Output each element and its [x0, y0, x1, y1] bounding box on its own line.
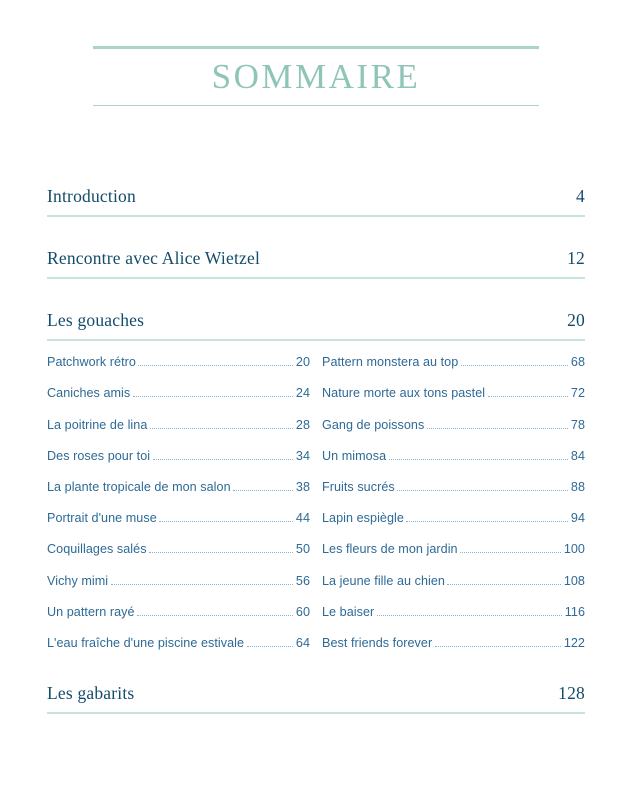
- entry-page-number: 68: [570, 355, 585, 370]
- entry-page-number: 116: [564, 604, 585, 619]
- list-item[interactable]: [47, 557, 310, 588]
- entry-page-number: 20: [295, 355, 310, 370]
- list-item[interactable]: [47, 464, 310, 495]
- leader-dots: [406, 520, 568, 522]
- section-label: Rencontre avec Alice Wietzel: [47, 248, 261, 268]
- leader-dots: [460, 551, 561, 553]
- leader-dots: [427, 427, 569, 429]
- leader-dots: [149, 551, 293, 553]
- entry-page-number: 94: [570, 511, 585, 526]
- entry-page-number: 56: [295, 573, 310, 588]
- leader-dots: [137, 614, 293, 616]
- entry-columns: [47, 339, 585, 651]
- title-block: [93, 46, 539, 106]
- leader-dots: [233, 489, 293, 491]
- title-rule-bottom: [93, 105, 539, 107]
- list-item[interactable]: [322, 370, 585, 401]
- entry-label: La poitrine de lina: [47, 417, 148, 432]
- section-page-number: 4: [576, 186, 585, 206]
- section-label: Les gouaches: [47, 310, 145, 330]
- section-rencontre-avec-alice-wietzel[interactable]: [47, 248, 585, 279]
- section-les-gabarits[interactable]: [47, 683, 585, 714]
- list-item[interactable]: [322, 526, 585, 557]
- entry-page-number: 38: [295, 479, 310, 494]
- section-page-number: 12: [567, 248, 585, 268]
- entry-label: Patchwork rétro: [47, 355, 136, 370]
- leader-dots: [488, 395, 569, 397]
- section-page-number: 128: [558, 683, 585, 703]
- leader-dots: [150, 427, 294, 429]
- leader-dots: [133, 395, 294, 397]
- entry-page-number: 44: [295, 511, 310, 526]
- entry-label: Gang de poissons: [322, 417, 425, 432]
- entry-label: Le baiser: [322, 604, 375, 619]
- page-title: SOMMAIRE: [211, 57, 421, 96]
- leader-dots: [377, 614, 563, 616]
- entry-label: Un pattern rayé: [47, 604, 135, 619]
- leader-dots: [397, 489, 568, 491]
- section-introduction[interactable]: [47, 186, 585, 217]
- leader-dots: [447, 583, 561, 585]
- entry-page-number: 84: [570, 448, 585, 463]
- section-row: [47, 683, 585, 712]
- section-row: [47, 310, 585, 339]
- spacer: [47, 279, 585, 310]
- entry-column-right: [322, 339, 585, 651]
- leader-dots: [435, 645, 562, 647]
- list-item[interactable]: [322, 464, 585, 495]
- entry-page-number: 24: [295, 386, 310, 401]
- entry-label: Portrait d'une muse: [47, 511, 157, 526]
- entry-label: L'eau fraîche d'une piscine estivale: [47, 635, 245, 650]
- section-rule: [47, 712, 585, 714]
- list-item[interactable]: [322, 433, 585, 464]
- leader-dots: [247, 645, 294, 647]
- list-item[interactable]: [47, 433, 310, 464]
- leader-dots: [461, 364, 569, 366]
- entry-label: Fruits sucrés: [322, 479, 395, 494]
- section-row: [47, 248, 585, 277]
- list-item[interactable]: [47, 620, 310, 651]
- list-item[interactable]: [322, 557, 585, 588]
- entry-label: Coquillages salés: [47, 542, 147, 557]
- section-page-number: 20: [567, 310, 585, 330]
- list-item[interactable]: [47, 401, 310, 432]
- leader-dots: [138, 364, 293, 366]
- list-item[interactable]: [47, 589, 310, 620]
- spacer: [47, 217, 585, 248]
- entry-page-number: 28: [295, 417, 310, 432]
- section-list: [47, 186, 585, 341]
- entry-label: Best friends forever: [322, 635, 433, 650]
- list-item[interactable]: [322, 339, 585, 370]
- entry-page-number: 64: [295, 635, 310, 650]
- leader-dots: [111, 583, 294, 585]
- entry-page-number: 34: [295, 448, 310, 463]
- list-item[interactable]: [47, 370, 310, 401]
- entry-page-number: 72: [570, 386, 585, 401]
- entry-label: Des roses pour toi: [47, 448, 151, 463]
- list-item[interactable]: [322, 620, 585, 651]
- list-item[interactable]: [47, 495, 310, 526]
- entry-page-number: 78: [570, 417, 585, 432]
- entry-page-number: 100: [563, 542, 585, 557]
- entry-label: Caniches amis: [47, 386, 131, 401]
- entry-label: Nature morte aux tons pastel: [322, 386, 486, 401]
- section-label: Introduction: [47, 186, 136, 206]
- list-item[interactable]: [322, 495, 585, 526]
- entry-page-number: 88: [570, 479, 585, 494]
- entry-label: Un mimosa: [322, 448, 387, 463]
- section-les-gouaches[interactable]: [47, 310, 585, 341]
- entry-label: Lapin espiègle: [322, 511, 404, 526]
- leader-dots: [159, 520, 293, 522]
- entry-label: Vichy mimi: [47, 573, 109, 588]
- entry-page-number: 60: [295, 604, 310, 619]
- entry-page-number: 122: [563, 635, 585, 650]
- entry-page-number: 50: [295, 542, 310, 557]
- entry-label: Les fleurs de mon jardin: [322, 542, 458, 557]
- entry-label: La plante tropicale de mon salon: [47, 479, 231, 494]
- leader-dots: [153, 458, 294, 460]
- entry-label: La jeune fille au chien: [322, 573, 445, 588]
- section-row: [47, 186, 585, 215]
- list-item[interactable]: [47, 526, 310, 557]
- leader-dots: [389, 458, 569, 460]
- entry-page-number: 108: [563, 573, 585, 588]
- list-item[interactable]: [322, 589, 585, 620]
- entry-column-left: [47, 339, 310, 651]
- entry-label: Pattern monstera au top: [322, 355, 459, 370]
- list-item[interactable]: [322, 401, 585, 432]
- section-label: Les gabarits: [47, 683, 135, 703]
- list-item[interactable]: [47, 339, 310, 370]
